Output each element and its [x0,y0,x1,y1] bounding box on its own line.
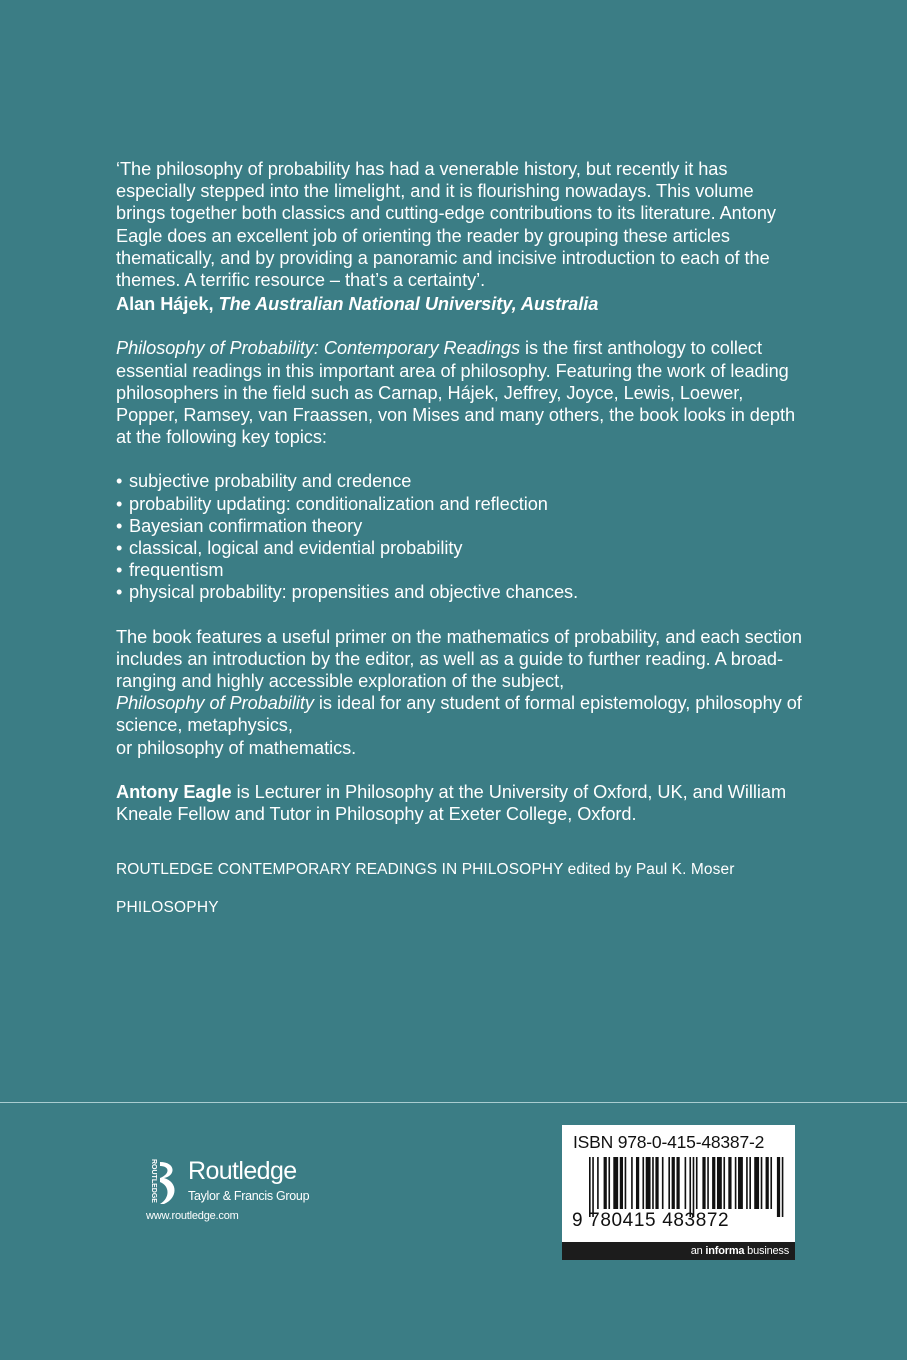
barcode-bar [689,1157,691,1217]
topics-list [116,470,806,603]
routledge-logo-icon [146,1158,182,1210]
description-text: is the first anthology to collect essential readings in this important area of philosophy. Featuring the work of leading philosophers in the field such as Carnap, Hájek, Jeffrey, Joyce, Lewis, Loewer, Popper, Ramsey, van Fraassen, von Mises and many others, the book looks in depth at the following key topics: [116,338,796,448]
publisher-url: www.routledge.com [146,1210,239,1222]
list-item: • frequentism [116,560,224,581]
barcode-bar [625,1157,627,1209]
barcode-bar [597,1157,599,1209]
barcode-bar [749,1157,751,1209]
author-bio: Antony Eagle is Lecturer in Philosophy at the University of Oxford, UK, and William Kneale Fellow and Tutor in Philosophy at Exeter College, Oxford. [116,781,787,825]
series-line: ROUTLEDGE CONTEMPORARY READINGS IN PHILOSOPHY edited by Paul K. Moser [116,861,735,879]
barcode-bar [592,1157,594,1217]
back-cover-text [116,158,806,920]
list-item: • Bayesian confirmation theory [116,515,363,536]
list-item: • physical probability: propensities and objective chances. [116,582,579,603]
barcode-bar [636,1157,639,1209]
barcode-bar [631,1157,633,1209]
barcode-bar [662,1157,664,1209]
barcode-bar [672,1157,675,1209]
barcode-bar [777,1157,780,1217]
barcode-bar [707,1157,709,1209]
barcode-bar [728,1157,731,1209]
barcode-bar [608,1157,610,1209]
logo-vertical-text: ROUTLEDGE [150,1159,157,1203]
barcode-bar [717,1157,722,1209]
isbn-label: ISBN 978-0-415-48387-2 [573,1132,765,1152]
barcode-bar [676,1157,679,1209]
list-item: • subjective probability and credence [116,471,412,492]
bullet-icon: • [116,538,123,559]
book-title-italic: Philosophy of Probability: Contemporary Readings [116,338,521,359]
list-item: • probability updating: conditionalization and reflection [116,493,548,514]
barcode-bar [604,1157,607,1209]
barcode-bar [761,1157,763,1209]
divider [0,1102,907,1103]
bullet-icon: • [116,471,123,492]
quote-author: Alan Hájek, [116,294,214,315]
list-item: • classical, logical and evidential probability [116,538,463,559]
barcode-bar [693,1157,695,1217]
informa-business-tag: an informa business [562,1242,795,1260]
bullet-icon: • [116,582,123,603]
barcode-bar [754,1157,759,1209]
barcode-bar [620,1157,623,1209]
barcode-bar [589,1157,591,1217]
barcode-bar [642,1157,644,1209]
barcode-bar [702,1157,705,1209]
subject-category: PHILOSOPHY [116,899,219,917]
quote-institution: The Australian National University, Australia [218,294,599,315]
publisher-name: Routledge [188,1157,297,1185]
author-name: Antony Eagle [116,781,232,802]
bullet-icon: • [116,560,123,581]
primer-title-italic: Philosophy of Probability [116,693,314,714]
barcode-bar [738,1157,743,1209]
barcode-bar [712,1157,715,1209]
bullet-icon: • [116,515,123,536]
barcode-bar [685,1157,687,1209]
quote-text: ‘The philosophy of probability has had a venerable history, but recently it has especially stepped into the limelight, and it is flourishing nowadays. This volume brings together both classics and cutting-edge contributions to its literature. Antony Eagle does an excellent job of orienting the reader by grouping these articles thematically, and by providing a panoramic and incisive introduction to each of the themes. A terrific resource – that’s a certainty’. [116,159,776,291]
barcode-number: 9 780415 483872 [572,1210,730,1231]
barcode-bar [766,1157,769,1209]
bullet-icon: • [116,493,123,514]
barcode-bar [770,1157,772,1209]
endorsement-quote [116,158,806,291]
barcode-bar [746,1157,748,1209]
barcode-bar [652,1157,654,1209]
barcode-bar [668,1157,670,1209]
barcode-bar [696,1157,698,1209]
barcode-bar [782,1157,784,1217]
publisher-logo [146,1156,346,1226]
barcode-bar [655,1157,658,1209]
book-description [116,337,806,448]
barcode-bar [735,1157,737,1209]
publisher-group: Taylor & Francis Group [188,1189,310,1203]
primer-paragraph: The book features a useful primer on the mathematics of probability, and each section includes an introduction by the editor, as well as a guide to further reading. A broad-ranging and highly accessible exploration of the subject, Philosophy of Probability is ideal for any student of formal epistemology, philosophy of science, metaphysics, or philosophy of mathematics. [116,626,802,758]
barcode-bar [646,1157,651,1209]
barcode-bar [613,1157,618,1209]
quote-attribution [116,293,806,315]
barcode-bar [723,1157,725,1209]
barcode-panel [562,1125,795,1260]
